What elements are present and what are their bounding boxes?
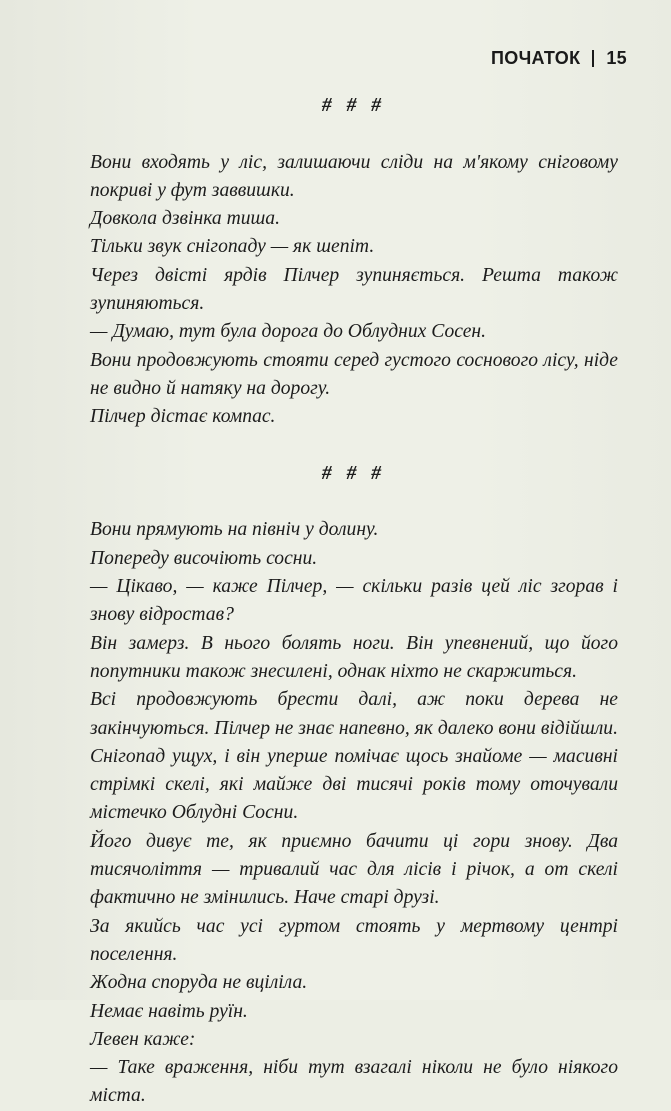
paragraph: Довкола дзвінка тиша. [90, 208, 281, 230]
page-number: 15 [606, 48, 627, 68]
paragraph: Немає навіть руїн. [90, 1000, 248, 1022]
body-text [90, 92, 618, 1111]
chapter-title: ПОЧАТОК [491, 48, 581, 68]
paragraph: Пілчер дістає компас. [90, 406, 276, 428]
header-divider [592, 50, 594, 67]
paragraph: Вони продовжують стояти серед густого соснового лісу, ніде не видно й натяку на дорогу. [90, 349, 618, 399]
section-separator: # # # [321, 462, 387, 484]
section-separator: # # # [321, 95, 387, 116]
paragraph: Тільки звук снігопаду — як шепіт. [90, 236, 375, 258]
paragraph: Він замерз. В нього болять ноги. Він упевнений, що його попутники також знесилені, однак ніхто не скаржиться. [90, 632, 618, 682]
paragraph: Левен каже: [90, 1028, 196, 1050]
paragraph: Вони входять у ліс, залишаючи сліди на м'якому сніговому покриві у фут заввишки. [90, 151, 618, 201]
paragraph: Жодна споруда не вціліла. [90, 972, 308, 994]
paragraph: — Думаю, тут була дорога до Облудних Сосен. [90, 321, 487, 343]
paragraph: Його дивує те, як приємно бачити ці гори знову. Два тисячоліття — тривалий час для лісів і річок, а от скелі фактично не змінились. Наче старі друзі. [90, 830, 618, 909]
paragraph: Вони прямують на північ у долину. [90, 519, 379, 541]
paragraph: Всі продовжують брести далі, аж поки дерева не закінчуються. Пілчер не знає напевно, як далеко вони відійшли. Снігопад ущух, і він уперше помічає щось знайоме — масивні стрімкі скелі, які майже дві тисячі років тому оточували містечко Облудні Сосни. [90, 689, 618, 824]
paragraph: — Таке враження, ніби тут взагалі ніколи не було ніякого міста. [90, 1057, 618, 1107]
paragraph: Через двісті ярдів Пілчер зупиняється. Решта також зупиняються. [90, 264, 618, 315]
paragraph: — Цікаво, — каже Пілчер, — скільки разів цей ліс згорав і знову відростав? [90, 576, 618, 626]
paragraph: За якийсь час усі гуртом стоять у мертвому центрі поселення. [90, 915, 618, 965]
running-header [491, 48, 627, 69]
paragraph: Попереду височіють сосни. [90, 547, 318, 569]
